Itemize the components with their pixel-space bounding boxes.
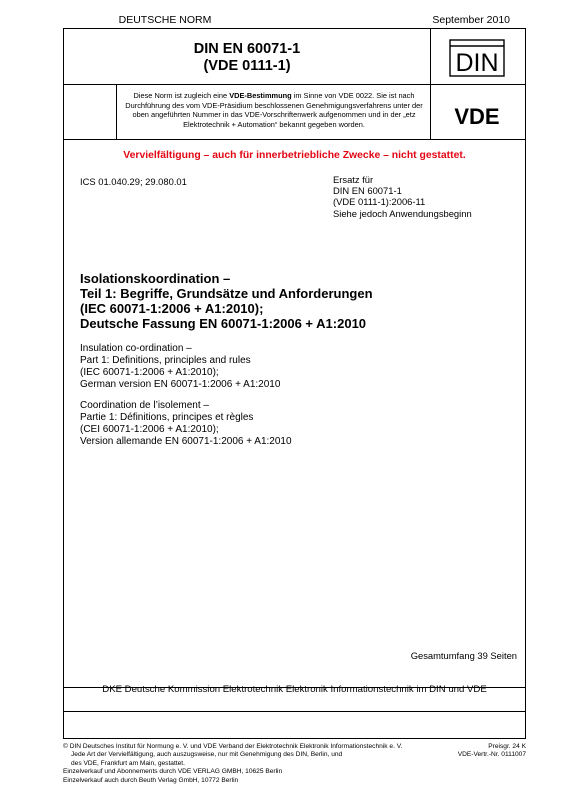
french-title [80, 400, 292, 448]
footer-pricing [458, 743, 526, 760]
order-number: VDE-Vertr.-Nr. 0111007 [457, 751, 526, 759]
replaces-line: (VDE 0111-1):2006-11 [333, 196, 426, 208]
din-logo [449, 39, 505, 77]
german-title [80, 271, 373, 331]
reproduction-warning: Vervielfältigung – auch für innerbetriebliche Zwecke – nicht gestattet. [123, 150, 466, 161]
vde-number: (VDE 0111-1) [203, 58, 291, 74]
english-title [80, 343, 280, 391]
replaces-line: DIN EN 60071-1 [333, 185, 402, 197]
title-line: Deutsche Fassung EN 60071-1:2006 + A1:2010 [80, 316, 367, 331]
divider-line [64, 84, 525, 85]
vde-regulation-notice [122, 91, 426, 129]
replaces-line: Ersatz für [333, 174, 374, 185]
norm-type-label: DEUTSCHE NORM [118, 14, 212, 26]
title-line: Coordination de l’isolement – [80, 400, 209, 411]
title-line: (CEI 60071-1:2006 + A1:2010); [80, 424, 219, 435]
divider-line [64, 139, 525, 140]
title-line: (IEC 60071-1:2006 + A1:2010); [80, 367, 219, 378]
replaces-line: Siehe jedoch Anwendungsbeginn [333, 207, 472, 219]
title-line: Partie 1: Définitions, principes et règles [80, 412, 254, 423]
footer-copyright [63, 743, 413, 785]
title-line: Version allemande EN 60071-1:2006 + A1:2010 [80, 436, 292, 447]
title-line: German version EN 60071-1:2006 + A1:2010 [80, 379, 281, 390]
footer-line: Einzelverkauf und Abonnements durch VDE VERLAG GMBH, 10625 Berlin [63, 768, 283, 776]
divider-line [116, 84, 117, 139]
publication-date: September 2010 [432, 14, 510, 26]
document-number-block [64, 41, 430, 75]
total-pages: Gesamtumfang 39 Seiten [410, 650, 517, 661]
divider-line [64, 711, 525, 712]
footer-line: Einzelverkauf auch durch Beuth Verlag GmbH, 10772 Berlin [63, 776, 239, 784]
notice-text: im Sinne von VDE 0022. Sie ist nach Durchführung des vom VDE-Präsidium beschlossenen Genehmigungsverfahrens unter der oben angeführten Nummer in das VDE-Vorschriftenwerk aufgenommen und in der „etz Elektrotechnik + Automation“ bekannt gegeben worden. [125, 91, 423, 129]
din-logo-text: DIN [455, 49, 499, 77]
title-line: (IEC 60071-1:2006 + A1:2010); [80, 301, 264, 316]
footer-line: Jede Art der Vervielfältigung, auch auszugsweise, nur mit Genehmigung des DIN, Berlin, und [71, 751, 343, 759]
vde-logo [442, 103, 512, 129]
title-line: Part 1: Definitions, principles and rules [80, 355, 251, 366]
footer-line: des VDE, Frankfurt am Main, gestattet. [71, 759, 185, 767]
replaces-block [333, 174, 472, 219]
title-page-frame [63, 28, 526, 739]
title-line: Teil 1: Begriffe, Grundsätze und Anforderungen [80, 286, 373, 301]
divider-line [430, 29, 431, 139]
vde-logo-text: VDE [454, 104, 500, 129]
footer-line: © DIN Deutsches Institut für Normung e. V. und VDE Verband der Elektrotechnik Elektronik Informationstechnik e. V. [63, 743, 403, 750]
dke-line: DKE Deutsche Kommission Elektrotechnik Elektronik Informationstechnik im DIN und VDE [102, 684, 487, 695]
price-group: Preisgr. 24 K [488, 743, 526, 750]
notice-text: Diese Norm ist zugleich eine [133, 91, 230, 100]
notice-bold-text: VDE-Bestimmung [229, 91, 292, 100]
document-number: DIN EN 60071-1 [193, 41, 301, 57]
title-line: Insulation co-ordination – [80, 343, 192, 354]
title-line: Isolationskoordination – [80, 271, 231, 286]
ics-code: ICS 01.040.29; 29.080.01 [80, 176, 187, 187]
